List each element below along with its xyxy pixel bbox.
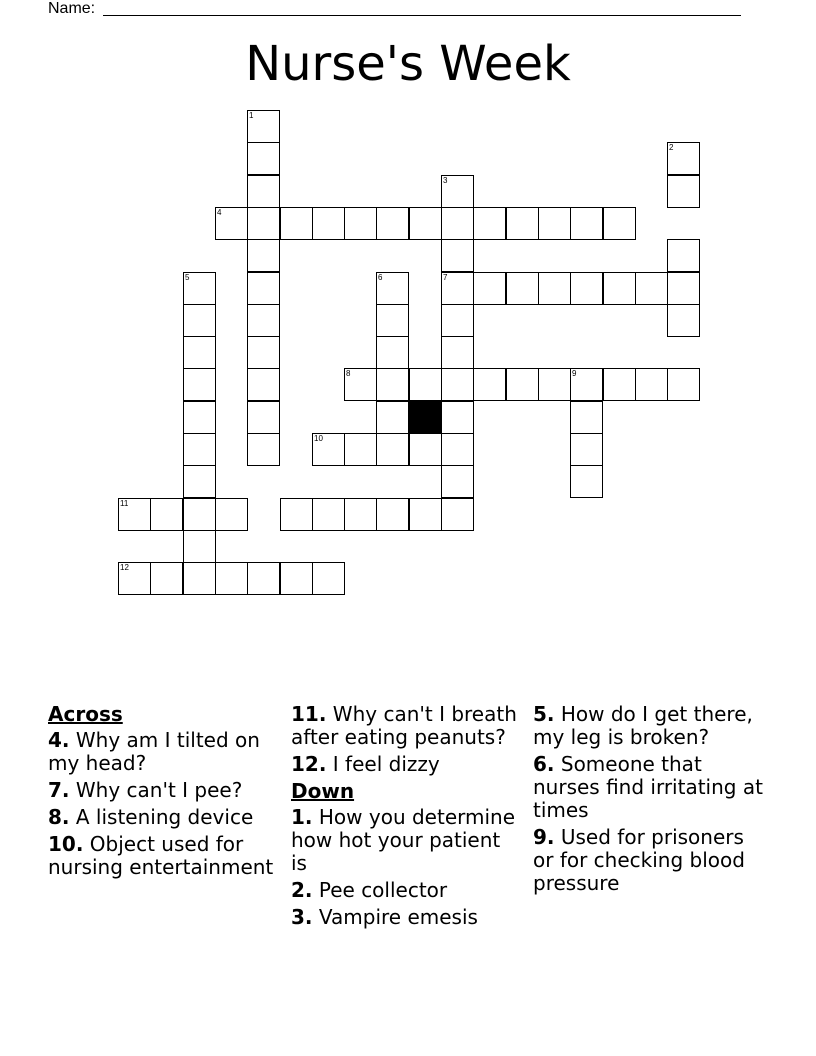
grid-cell[interactable]: [376, 401, 409, 434]
grid-cell[interactable]: [183, 465, 216, 498]
grid-cell[interactable]: [603, 272, 636, 305]
down-clue: 9. Used for prisoners or for checking blood pressure: [533, 825, 745, 895]
across-clue: 11. Why can't I breath after eating peanuts?: [291, 702, 517, 749]
grid-cell[interactable]: [409, 498, 442, 531]
grid-cell[interactable]: [376, 272, 409, 305]
clue-number: 4: [217, 208, 222, 217]
down-clue: 6. Someone that nurses find irritating at times: [533, 752, 763, 822]
grid-cell[interactable]: [570, 433, 603, 466]
grid-cell[interactable]: [280, 498, 313, 531]
grid-cell[interactable]: [441, 207, 474, 240]
grid-cell[interactable]: [247, 336, 280, 369]
grid-cell[interactable]: [409, 207, 442, 240]
across-heading: Across: [48, 702, 123, 726]
grid-cell[interactable]: [441, 272, 474, 305]
grid-cell[interactable]: [118, 498, 151, 531]
grid-cell-black: [409, 401, 442, 434]
clue-column-2: [291, 703, 521, 933]
grid-cell[interactable]: [183, 530, 216, 563]
grid-cell[interactable]: [247, 368, 280, 401]
grid-cell[interactable]: [603, 207, 636, 240]
grid-cell[interactable]: [344, 433, 377, 466]
grid-cell[interactable]: [667, 272, 700, 305]
grid-cell[interactable]: [312, 498, 345, 531]
grid-cell[interactable]: [247, 272, 280, 305]
grid-cell[interactable]: [312, 433, 345, 466]
grid-cell[interactable]: [473, 368, 506, 401]
down-clue: 3. Vampire emesis: [291, 905, 478, 929]
grid-cell[interactable]: [183, 368, 216, 401]
grid-cell[interactable]: [215, 562, 248, 595]
grid-cell[interactable]: [150, 498, 183, 531]
clue-number: 3: [443, 176, 448, 185]
grid-cell[interactable]: [441, 239, 474, 272]
grid-cell[interactable]: [570, 207, 603, 240]
grid-cell[interactable]: [312, 207, 345, 240]
across-clue: 10. Object used for nursing entertainment: [48, 832, 274, 879]
grid-cell[interactable]: [247, 239, 280, 272]
grid-cell[interactable]: [441, 401, 474, 434]
down-clue: 2. Pee collector: [291, 878, 448, 902]
grid-cell[interactable]: [409, 433, 442, 466]
grid-cell[interactable]: [667, 239, 700, 272]
clue-number: 5: [185, 273, 190, 282]
across-clue: 12. I feel dizzy: [291, 752, 440, 776]
grid-cell[interactable]: [506, 207, 539, 240]
clue-number: 10: [314, 434, 323, 443]
across-clue: 4. Why am I tilted on my head?: [48, 728, 260, 775]
grid-cell[interactable]: [538, 368, 571, 401]
grid-cell[interactable]: [441, 433, 474, 466]
grid-cell[interactable]: [667, 142, 700, 175]
grid-cell[interactable]: [312, 562, 345, 595]
grid-cell[interactable]: [441, 304, 474, 337]
grid-cell[interactable]: [376, 368, 409, 401]
grid-cell[interactable]: [344, 498, 377, 531]
grid-cell[interactable]: [280, 562, 313, 595]
grid-cell[interactable]: [570, 272, 603, 305]
grid-cell[interactable]: [376, 207, 409, 240]
grid-cell[interactable]: [247, 562, 280, 595]
grid-cell[interactable]: [409, 368, 442, 401]
name-label: Name:: [48, 0, 96, 17]
grid-cell[interactable]: [603, 368, 636, 401]
grid-cell[interactable]: [473, 207, 506, 240]
grid-cell[interactable]: [247, 175, 280, 208]
grid-cell[interactable]: [506, 368, 539, 401]
clue-number: 8: [346, 369, 351, 378]
grid-cell[interactable]: [183, 498, 216, 531]
grid-cell[interactable]: [570, 401, 603, 434]
grid-cell[interactable]: [215, 498, 248, 531]
across-clue: 7. Why can't I pee?: [48, 778, 243, 802]
grid-cell[interactable]: [247, 110, 280, 143]
grid-cell[interactable]: [344, 368, 377, 401]
grid-cell[interactable]: [376, 433, 409, 466]
grid-cell[interactable]: [376, 304, 409, 337]
clue-number: 1: [249, 111, 254, 120]
down-clue: 1. How you determine how hot your patient is: [291, 805, 516, 875]
grid-cell[interactable]: [570, 368, 603, 401]
grid-cell[interactable]: [667, 175, 700, 208]
grid-cell[interactable]: [247, 433, 280, 466]
grid-cell[interactable]: [570, 465, 603, 498]
clue-number: 6: [378, 273, 383, 282]
grid-cell[interactable]: [183, 304, 216, 337]
grid-cell[interactable]: [183, 272, 216, 305]
grid-cell[interactable]: [247, 304, 280, 337]
clue-number: 11: [120, 499, 129, 508]
grid-cell[interactable]: [247, 401, 280, 434]
grid-cell[interactable]: [635, 272, 668, 305]
clue-column-3: [533, 703, 763, 899]
down-clue: 5. How do I get there, my leg is broken?: [533, 702, 753, 749]
grid-cell[interactable]: [441, 465, 474, 498]
grid-cell[interactable]: [280, 207, 313, 240]
grid-cell[interactable]: [118, 562, 151, 595]
grid-cell[interactable]: [247, 142, 280, 175]
clue-number: 2: [669, 143, 674, 152]
grid-cell[interactable]: [215, 207, 248, 240]
grid-cell[interactable]: [441, 368, 474, 401]
grid-cell[interactable]: [538, 272, 571, 305]
puzzle-title: Nurse's Week: [245, 36, 571, 92]
grid-cell[interactable]: [635, 368, 668, 401]
grid-cell[interactable]: [506, 272, 539, 305]
grid-cell[interactable]: [183, 401, 216, 434]
down-heading: Down: [291, 779, 355, 803]
grid-cell[interactable]: [538, 207, 571, 240]
grid-cell[interactable]: [441, 336, 474, 369]
grid-cell[interactable]: [441, 498, 474, 531]
grid-cell[interactable]: [247, 207, 280, 240]
across-clue: 8. A listening device: [48, 805, 254, 829]
grid-cell[interactable]: [183, 336, 216, 369]
grid-cell[interactable]: [183, 433, 216, 466]
clue-column-1: [48, 703, 278, 883]
grid-cell[interactable]: [473, 272, 506, 305]
clue-number: 9: [572, 369, 577, 378]
grid-cell[interactable]: [667, 368, 700, 401]
grid-cell[interactable]: [344, 207, 377, 240]
clue-number: 12: [120, 563, 129, 572]
clue-number: 7: [443, 273, 448, 282]
grid-cell[interactable]: [183, 562, 216, 595]
grid-cell[interactable]: [376, 498, 409, 531]
grid-cell[interactable]: [667, 304, 700, 337]
grid-cell[interactable]: [441, 175, 474, 208]
grid-cell[interactable]: [376, 336, 409, 369]
grid-cell[interactable]: [150, 562, 183, 595]
